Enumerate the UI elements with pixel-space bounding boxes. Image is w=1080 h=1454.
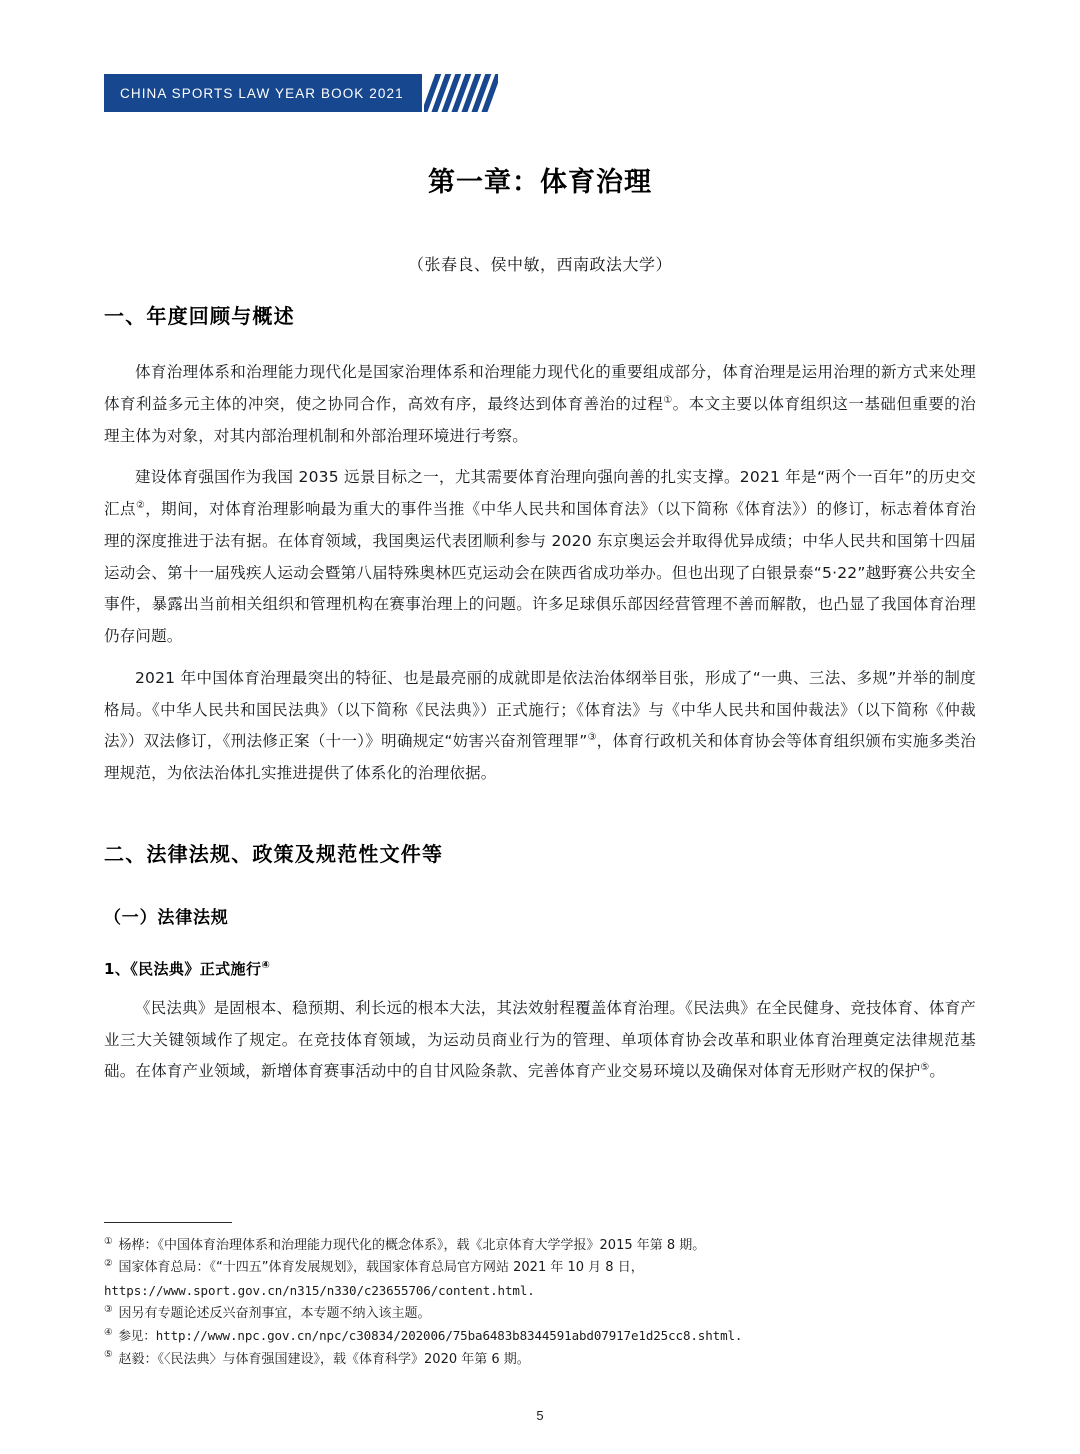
document-body (104, 300, 976, 1098)
footnote-text: 杨桦：《中国体育治理体系和治理能力现代化的概念体系》，载《北京体育大学学报》2015 年第 8 期。 (118, 1238, 706, 1253)
item-heading-1 (104, 958, 976, 979)
banner-stripes-decoration (424, 74, 498, 112)
footnote-line (104, 1303, 984, 1325)
section-1-paragraphs (104, 357, 976, 790)
subsection-heading-1: （一）法律法规 (104, 907, 229, 928)
header-banner (104, 74, 498, 112)
footnote-text: 国家体育总局：《“十四五”体育发展规划》，载国家体育总局官方网站 2021 年 10 月 8 日， (118, 1260, 644, 1276)
footnote-line (104, 1325, 984, 1348)
banner-title: CHINA SPORTS LAW YEAR BOOK 2021 (120, 85, 404, 101)
footnote-marker[interactable]: ① (663, 394, 673, 406)
footnote-entry (104, 1235, 984, 1257)
body-paragraph (104, 462, 976, 653)
footnote-number: ④ (104, 1327, 113, 1339)
footnote-line (104, 1349, 984, 1371)
footnote-text: 赵毅：《〈民法典〉与体育强国建设》，载《体育科学》2020 年第 6 期。 (118, 1351, 530, 1367)
text-run: 体育治理体系和治理能力现代化是国家治理体系和治理能力现代化的重要组成部分，体育治理是运用治理的新方式来处理体育利益多元主体的冲突，使之协同合作，高效有序，最终达到体育善治的过程 (104, 363, 976, 413)
footnote-text[interactable]: 参见：http://www.npc.gov.cn/npc/c30834/202006/75ba6483b8344591abd07917e1d25cc8.shtml. (118, 1328, 743, 1344)
footnotes-area (104, 1222, 984, 1371)
footnote-line (104, 1257, 984, 1279)
footnote-marker[interactable]: ③ (587, 732, 597, 744)
footnote-line (104, 1235, 984, 1257)
footnote-number: ⑤ (104, 1349, 113, 1361)
page-title: 第一章：体育治理 (428, 167, 652, 198)
section-heading-2: 二、法律法规、政策及规范性文件等 (104, 841, 444, 866)
section-heading-1: 一、年度回顾与概述 (104, 304, 295, 328)
text-run: 建设体育强国作为我国 2035 远景目标之一，尤其需要体育治理向强向善的扎实支撑。2021 年是“两个一百年”的历史交汇点 (104, 468, 976, 519)
footnote-separator-rule (104, 1222, 232, 1223)
author-byline: （张春良、侯中敏，西南政法大学） (407, 255, 672, 274)
footnote-number: ③ (104, 1303, 113, 1315)
body-paragraph (104, 993, 976, 1088)
banner-block (104, 74, 422, 112)
footnote-number: ② (104, 1258, 113, 1270)
footnote-text[interactable]: https://www.sport.gov.cn/n315/n330/c23655706/content.html. (104, 1282, 535, 1298)
footnote-marker[interactable]: ⑤ (920, 1062, 930, 1074)
text-run: 。本文主要以体育组织这一基础但重要的治理主体为对象，对其内部治理机制和外部治理环境进行考察。 (104, 394, 976, 445)
text-run: 1、《民法典》正式施行 (104, 959, 262, 978)
footnote-text: 因另有专题论述反兴奋剂事宜，本专题不纳入该主题。 (118, 1306, 431, 1322)
footnote-line (104, 1280, 984, 1303)
text-run: ，期间，对体育治理影响最为重大的事件当推《中华人民共和国体育法》（以下简称《体育法》）的修订，标志着体育治理的深度推进于法有据。在体育领域，我国奥运代表团顺利参与 2020 东京奥运会并取得优异成绩；中华人民共和国第十四届运动会、第十一届残疾人运动会暨第八届特殊奥林匹克运动会在陕西省成功举办。但也出现了白银景泰“5·22”越野赛公共安全事件，暴露出当前相关组织和管理机构在赛事治理上的问题。许多足球俱乐部因经营管理不善而解散，也凸显了我国体育治理仍存问题。 (104, 500, 977, 646)
text-run: 。 (929, 1062, 946, 1081)
body-paragraph (104, 663, 976, 790)
section-2-paragraphs (104, 993, 976, 1088)
body-paragraph (104, 357, 976, 452)
footnote-entry (104, 1349, 984, 1371)
text-run: 2021 年中国体育治理最突出的特征、也是最亮丽的成就即是依法治体纲举目张，形成了“一典、三法、多规”并举的制度格局。《中华人民共和国民法典》（以下简称《民法典》）正式施行；《体育法》与《中华人民共和国仲裁法》（以下简称《仲裁法》）双法修订，《刑法修正案（十一）》明确规定“妨害兴奋剂管理罪” (104, 668, 976, 751)
footnote-entry (104, 1325, 984, 1348)
text-run: 《民法典》是固根本、稳预期、利长远的根本大法，其法效射程覆盖体育治理。《民法典》在全民健身、竞技体育、体育产业三大关键领域作了规定。在竞技体育领域，为运动员商业行为的管理、单项体育协会改革和职业体育治理奠定法律规范基础。在体育产业领域，新增体育赛事活动中的自甘风险条款、完善体育产业交易环境以及确保对体育无形财产权的保护 (104, 998, 976, 1081)
text-run: ，体育行政机关和体育协会等体育组织颁布实施多类治理规范，为依法治体扎实推进提供了体系化的治理依据。 (104, 732, 976, 783)
footnote-marker[interactable]: ④ (261, 959, 270, 971)
footnote-entry (104, 1303, 984, 1325)
footnote-entry (104, 1257, 984, 1303)
page-number: 5 (536, 1408, 544, 1423)
footnote-list (104, 1235, 984, 1371)
footnote-marker[interactable]: ② (135, 499, 146, 511)
footnote-number: ① (104, 1235, 113, 1247)
